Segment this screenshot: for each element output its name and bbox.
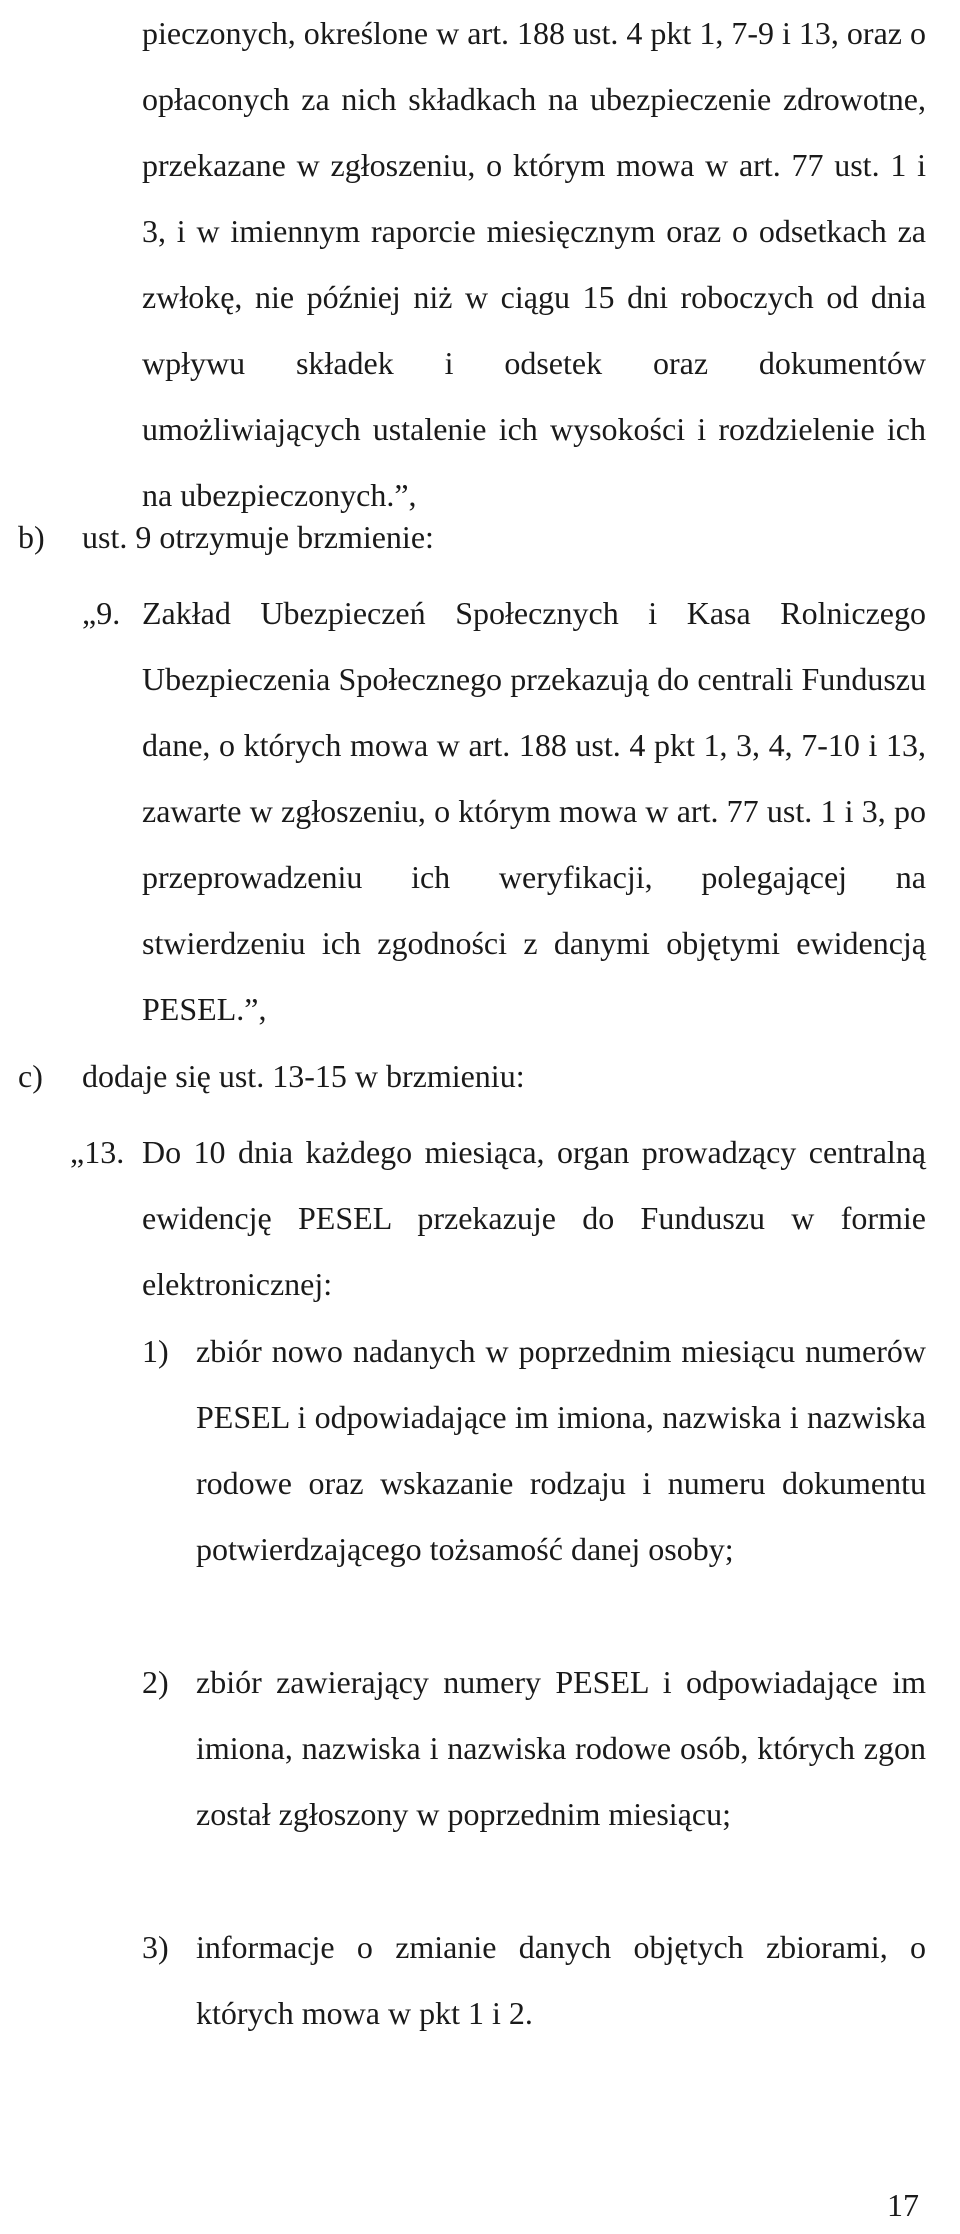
- item-b-marker: b): [18, 519, 45, 555]
- continuation-paragraph: pieczonych, określone w art. 188 ust. 4 pkt 1, 7-9 i 13, oraz o opłaconych za nich składkach na ubezpieczenie zdrowotne, przekazane w zgłoszeniu, o którym mowa w art. 77 ust. 1 i 3, i w imiennym raporcie miesięcznym oraz o odsetkach za zwłokę, nie później niż w ciągu 15 dni roboczych od dnia wpływu składek i odsetek oraz dokumentów umożliwiających ustalenie ich wysokości i rozdzielenie ich na ubezpieczonych.”,: [142, 15, 926, 513]
- paragraph-9-marker: „9.: [82, 595, 121, 631]
- point-1-marker: 1): [142, 1333, 169, 1369]
- page-number: 17: [887, 2187, 919, 2223]
- item-c-text: dodaje się ust. 13-15 w brzmieniu:: [82, 1058, 525, 1094]
- point-3-text: informacje o zmianie danych objętych zbiorami, o których mowa w pkt 1 i 2.: [196, 1929, 926, 2031]
- paragraph-9-text: Zakład Ubezpieczeń Społecznych i Kasa Rolniczego Ubezpieczenia Społecznego przekazują do centrali Funduszu dane, o których mowa w art. 188 ust. 4 pkt 1, 3, 4, 7-10 i 13, zawarte w zgłoszeniu, o którym mowa w art. 77 ust. 1 i 3, po przeprowadzeniu ich weryfikacji, polegającej na stwierdzeniu ich zgodności z danymi objętymi ewidencją PESEL.”,: [142, 595, 926, 1027]
- item-c-marker: c): [18, 1058, 43, 1094]
- point-1-text: zbiór nowo nadanych w poprzednim miesiącu numerów PESEL i odpowiadające im imiona, nazwiska i nazwiska rodowe oraz wskazanie rodzaju i numeru dokumentu potwierdzającego tożsamość danej osoby;: [196, 1333, 926, 1567]
- item-b-text: ust. 9 otrzymuje brzmienie:: [82, 519, 434, 555]
- point-2-marker: 2): [142, 1664, 169, 1700]
- point-2-text: zbiór zawierający numery PESEL i odpowiadające im imiona, nazwiska i nazwiska rodowe osób, których zgon został zgłoszony w poprzednim miesiącu;: [196, 1664, 926, 1832]
- point-3-marker: 3): [142, 1929, 169, 1965]
- paragraph-13-text: Do 10 dnia każdego miesiąca, organ prowadzący centralną ewidencję PESEL przekazuje do Funduszu w formie elektronicznej:: [142, 1134, 926, 1302]
- paragraph-13-marker: „13.: [70, 1134, 125, 1170]
